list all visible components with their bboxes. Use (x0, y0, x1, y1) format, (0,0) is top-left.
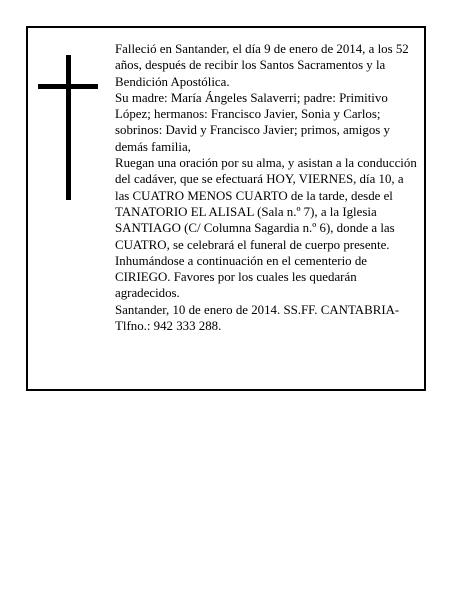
obituary-text (115, 41, 421, 334)
cross-vertical-bar (66, 55, 71, 200)
cross-horizontal-bar (38, 84, 98, 89)
notice-footer: Santander, 10 de enero de 2014. SS.FF. CANTABRIA-Tlfno.: 942 333 288. (115, 302, 400, 334)
death-announcement: Falleció en Santander, el día 9 de enero de 2014, a los 52 años, después de recibir los Santos Sacramentos y la Bendición Apostólica. (115, 42, 409, 89)
cross-icon (38, 55, 98, 200)
funeral-details: Ruegan una oración por su alma, y asistan a la conducción del cadáver, que se efectuará HOY, VIERNES, día 10, a las CUATRO MENOS CUARTO de la tarde, desde el TANATORIO EL ALISAL (Sala n.º 7), a la Iglesia SANTIAGO (C/ Columna Sagardia n.º 6), donde a las CUATRO, se celebrará el funeral de cuerpo presente. Inhumándose a continuación en el cementerio de CIRIEGO. Favores por los cuales les quedarán agradecidos. (115, 156, 417, 301)
family-list: Su madre: María Ángeles Salaverri; padre: Primitivo López; hermanos: Francisco Javier, Sonia y Carlos; sobrinos: David y Francisco Javier; primos, amigos y demás familia, (115, 90, 390, 154)
obituary-notice (26, 26, 426, 391)
